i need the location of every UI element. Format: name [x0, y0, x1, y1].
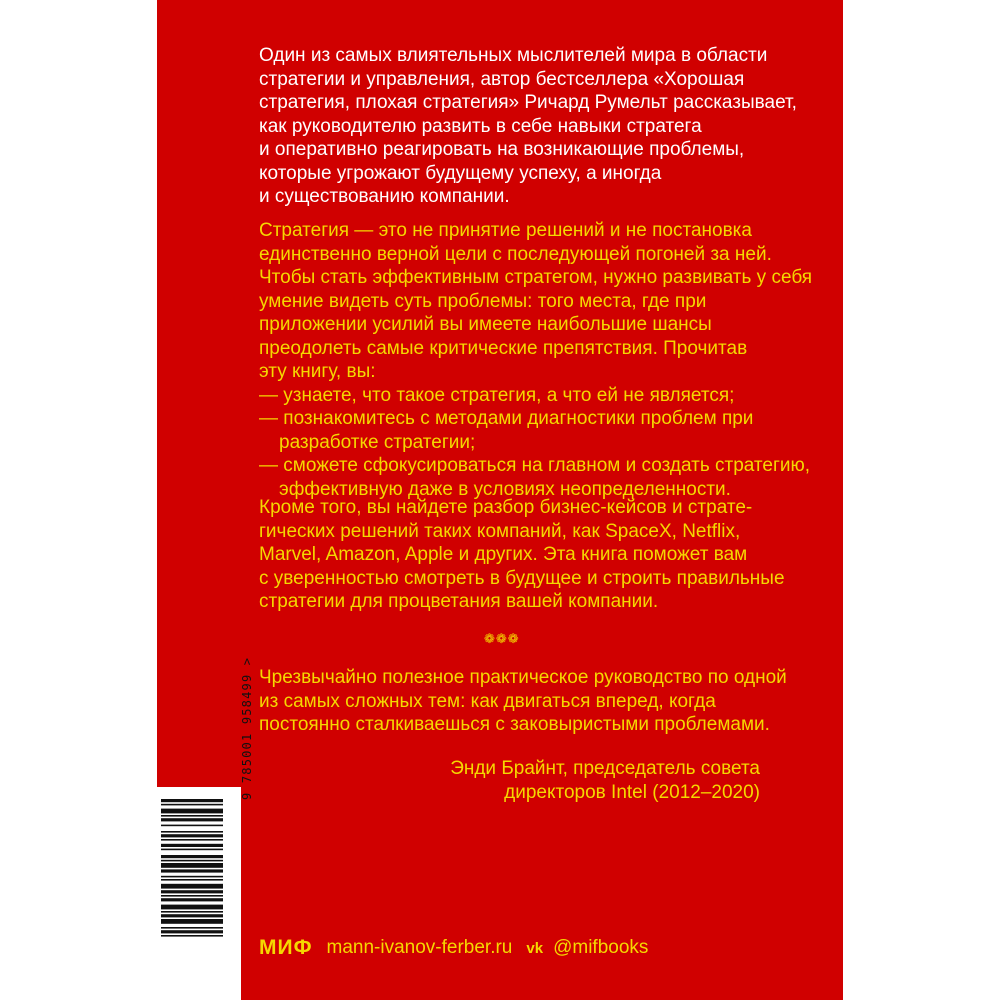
barcode-bar — [161, 860, 223, 862]
barcode-bar — [161, 898, 223, 901]
barcode-bar — [161, 927, 223, 929]
quote-author — [450, 757, 760, 804]
barcode-bar — [161, 914, 223, 917]
barcode-bar — [161, 834, 223, 837]
barcode-bar — [161, 895, 223, 897]
text-line: эту книгу, вы: — [259, 361, 376, 382]
barcode-bar — [161, 911, 223, 913]
text-line: как руководителю развить в себе навыки стратега — [259, 115, 702, 137]
barcode-bar — [161, 935, 223, 937]
text-line: Стратегия — это не принятие решений и не постановка — [259, 220, 752, 241]
text-line: с уверенностью смотреть в будущее и строить правильные — [259, 567, 785, 589]
cases-paragraph — [259, 496, 785, 614]
text-line: стратегия, плохая стратегия» Ричард Румельт рассказывает, — [259, 92, 797, 113]
text-line: единственно верной цели с последующей погоней за ней. — [259, 243, 772, 265]
barcode — [157, 787, 241, 1000]
bullet-item: — узнаете, что такое стратегия, а что ей не является; — [259, 384, 735, 406]
footer — [259, 936, 648, 960]
barcode-bar — [161, 799, 223, 802]
quote-paragraph — [259, 666, 787, 737]
strategy-paragraph — [259, 219, 812, 501]
barcode-bar — [161, 919, 223, 924]
text-line: и оперативно реагировать на возникающие проблемы, — [259, 139, 745, 160]
intro-paragraph — [259, 44, 797, 209]
barcode-bar — [161, 818, 223, 821]
text-line: Энди Брайнт, председатель совета — [450, 758, 760, 779]
text-line: стратегии и управления, автор бестселлера «Хорошая — [259, 68, 745, 90]
text-line: из самых сложных тем: как двигаться вперед, когда — [259, 690, 716, 712]
barcode-bar — [161, 863, 223, 868]
text-line: Один из самых влиятельных мыслителей мира в области — [259, 45, 768, 66]
text-line: умение видеть суть проблемы: того места, где при — [259, 290, 707, 312]
bullet-continuation: разработке стратегии; — [279, 431, 476, 453]
barcode-digits: 9 785001 958499 > — [240, 656, 254, 800]
text-line: Кроме того, вы найдете разбор бизнес-кейсов и страте- — [259, 497, 753, 518]
text-line: стратегии для процветания вашей компании. — [259, 591, 659, 612]
barcode-bar — [161, 809, 223, 814]
barcode-bar — [161, 879, 223, 881]
publisher-logo: МИФ — [259, 936, 313, 959]
barcode-bar — [161, 839, 223, 841]
social-handle[interactable]: @mifbooks — [553, 937, 649, 958]
barcode-bar — [161, 869, 223, 872]
text-line: постоянно сталкиваешься с заковыристыми проблемами. — [259, 714, 770, 735]
text-line: и существованию компании. — [259, 186, 510, 207]
bullet-item: — сможете сфокусироваться на главном и создать стратегию, — [259, 455, 811, 476]
barcode-bar — [161, 831, 223, 833]
vk-icon[interactable]: vk — [526, 939, 544, 957]
barcode-bar — [161, 930, 223, 933]
text-line: приложении усилий вы имеете наибольшие шансы — [259, 314, 712, 335]
bullet-continuation: эффективную даже в условиях неопределенности. — [279, 478, 731, 500]
barcode-bar — [161, 849, 223, 851]
barcode-bar — [161, 815, 223, 817]
text-line: директоров Intel (2012–2020) — [504, 781, 760, 803]
publisher-website[interactable]: mann-ivanov-ferber.ru — [326, 937, 513, 958]
text-line: гических решений таких компаний, как SpaceX, Netflix, — [259, 520, 741, 542]
barcode-bar — [161, 884, 223, 889]
barcode-bar — [161, 905, 223, 910]
barcode-bar — [161, 804, 223, 806]
barcode-bars — [157, 787, 241, 1000]
barcode-bar — [161, 844, 223, 847]
text-line: которые угрожают будущему успеху, а иногда — [259, 162, 662, 184]
text-line: Чтобы стать эффективным стратегом, нужно развивать у себя — [259, 267, 813, 288]
text-line: Marvel, Amazon, Apple и других. Эта книга поможет вам — [259, 544, 748, 565]
text-line: преодолеть самые критические препятствия. Прочитав — [259, 337, 748, 359]
text-line: Чрезвычайно полезное практическое руководство по одной — [259, 667, 787, 688]
barcode-bar — [161, 890, 223, 893]
section-separator: ❁❁❁ — [484, 631, 520, 646]
barcode-bar — [161, 855, 223, 858]
barcode-bar — [161, 876, 223, 878]
bullet-item: — познакомитесь с методами диагностики проблем при — [259, 408, 754, 429]
barcode-bar — [161, 825, 223, 827]
